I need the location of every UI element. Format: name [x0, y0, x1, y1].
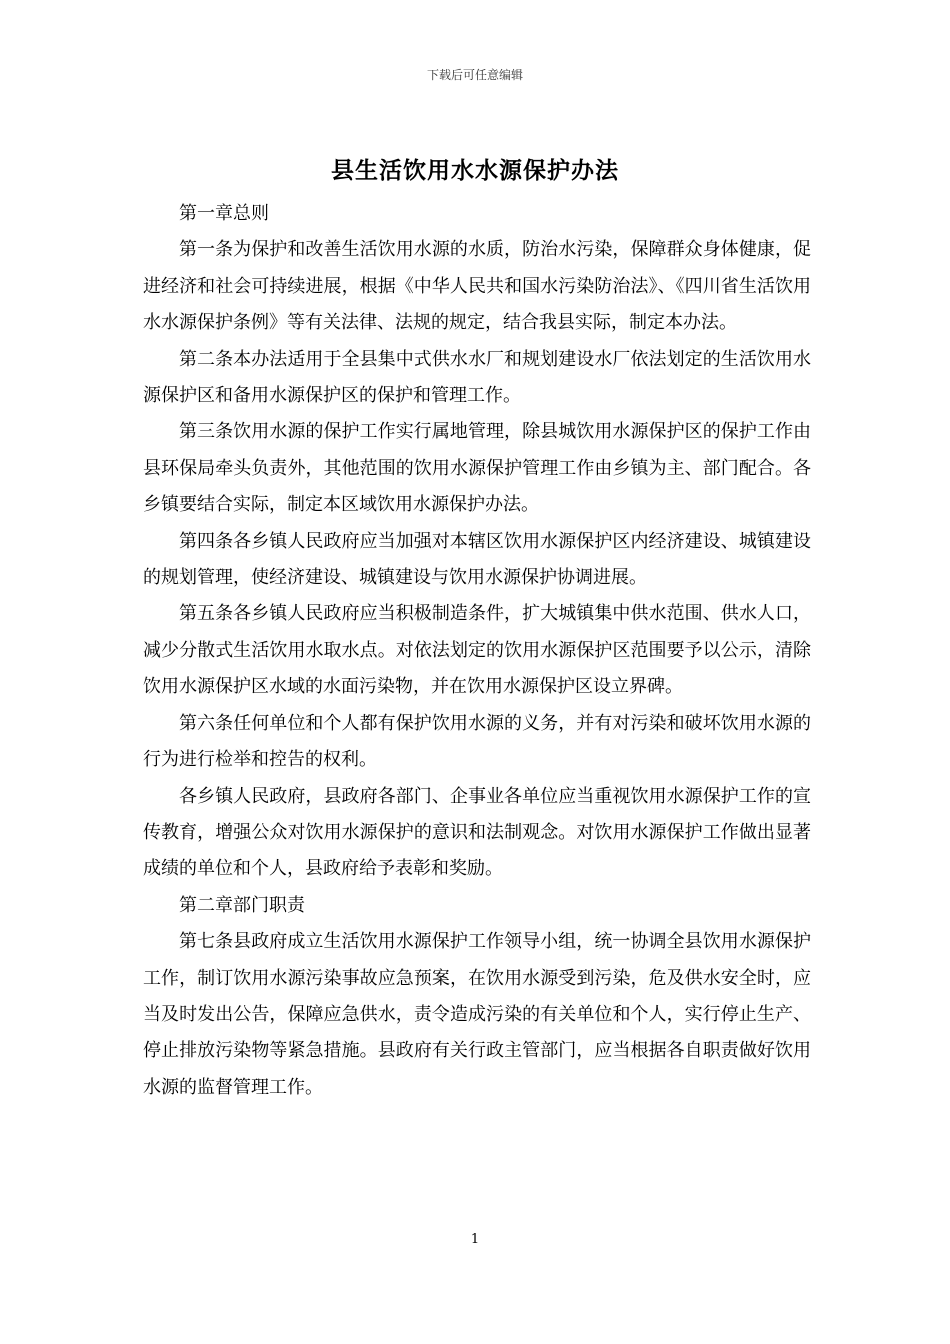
chapter-heading: 第一章总则: [179, 203, 269, 224]
chapter-heading: 第二章部门职责: [179, 894, 305, 916]
page-number: 1: [470, 1232, 480, 1247]
article-paragraph: 第四条各乡镇人民政府应当加强对本辖区饮用水源保护区内经济建设、城镇建设的规划管理，使经济建设、城镇建设与饮用水源保护协调进展。: [143, 530, 811, 589]
article-paragraph: 第六条任何单位和个人都有保护饮用水源的义务，并有对污染和破坏饮用水源的行为进行检举和控告的权利。: [143, 712, 811, 771]
document-body: [143, 196, 811, 1106]
document-title: 县生活饮用水水源保护办法: [331, 157, 619, 184]
article-paragraph: 各乡镇人民政府，县政府各部门、企事业各单位应当重视饮用水源保护工作的宣传教育，增强公众对饮用水源保护的意识和法制观念。对饮用水源保护工作做出显著成绩的单位和个人，县政府给予表彰和奖励。: [143, 785, 811, 880]
article-paragraph: 第一条为保护和改善生活饮用水源的水质，防治水污染，保障群众身体健康，促进经济和社会可持续进展，根据《中华人民共和国水污染防治法》、《四川省生活饮用水水源保护条例》等有关法律、法规的规定，结合我县实际，制定本办法。: [143, 239, 811, 334]
header-note: 下载后可任意编辑: [426, 68, 523, 82]
article-paragraph: 第五条各乡镇人民政府应当积极制造条件，扩大城镇集中供水范围、供水人口，减少分散式生活饮用水取水点。对依法划定的饮用水源保护区范围要予以公示，清除饮用水源保护区水域的水面污染物，并在饮用水源保护区设立界碑。: [143, 603, 811, 698]
article-paragraph: 第二条本办法适用于全县集中式供水水厂和规划建设水厂依法划定的生活饮用水源保护区和备用水源保护区的保护和管理工作。: [143, 348, 811, 407]
article-paragraph: 第三条饮用水源的保护工作实行属地管理，除县城饮用水源保护区的保护工作由县环保局牵头负责外，其他范围的饮用水源保护管理工作由乡镇为主、部门配合。各乡镇要结合实际，制定本区域饮用水源保护办法。: [143, 421, 811, 516]
article-paragraph: 第七条县政府成立生活饮用水源保护工作领导小组，统一协调全县饮用水源保护工作，制订饮用水源污染事故应急预案，在饮用水源受到污染，危及供水安全时，应当及时发出公告，保障应急供水，责令造成污染的有关单位和个人，实行停止生产、停止排放污染物等紧急措施。县政府有关行政主管部门，应当根据各自职责做好饮用水源的监督管理工作。: [143, 931, 811, 1098]
